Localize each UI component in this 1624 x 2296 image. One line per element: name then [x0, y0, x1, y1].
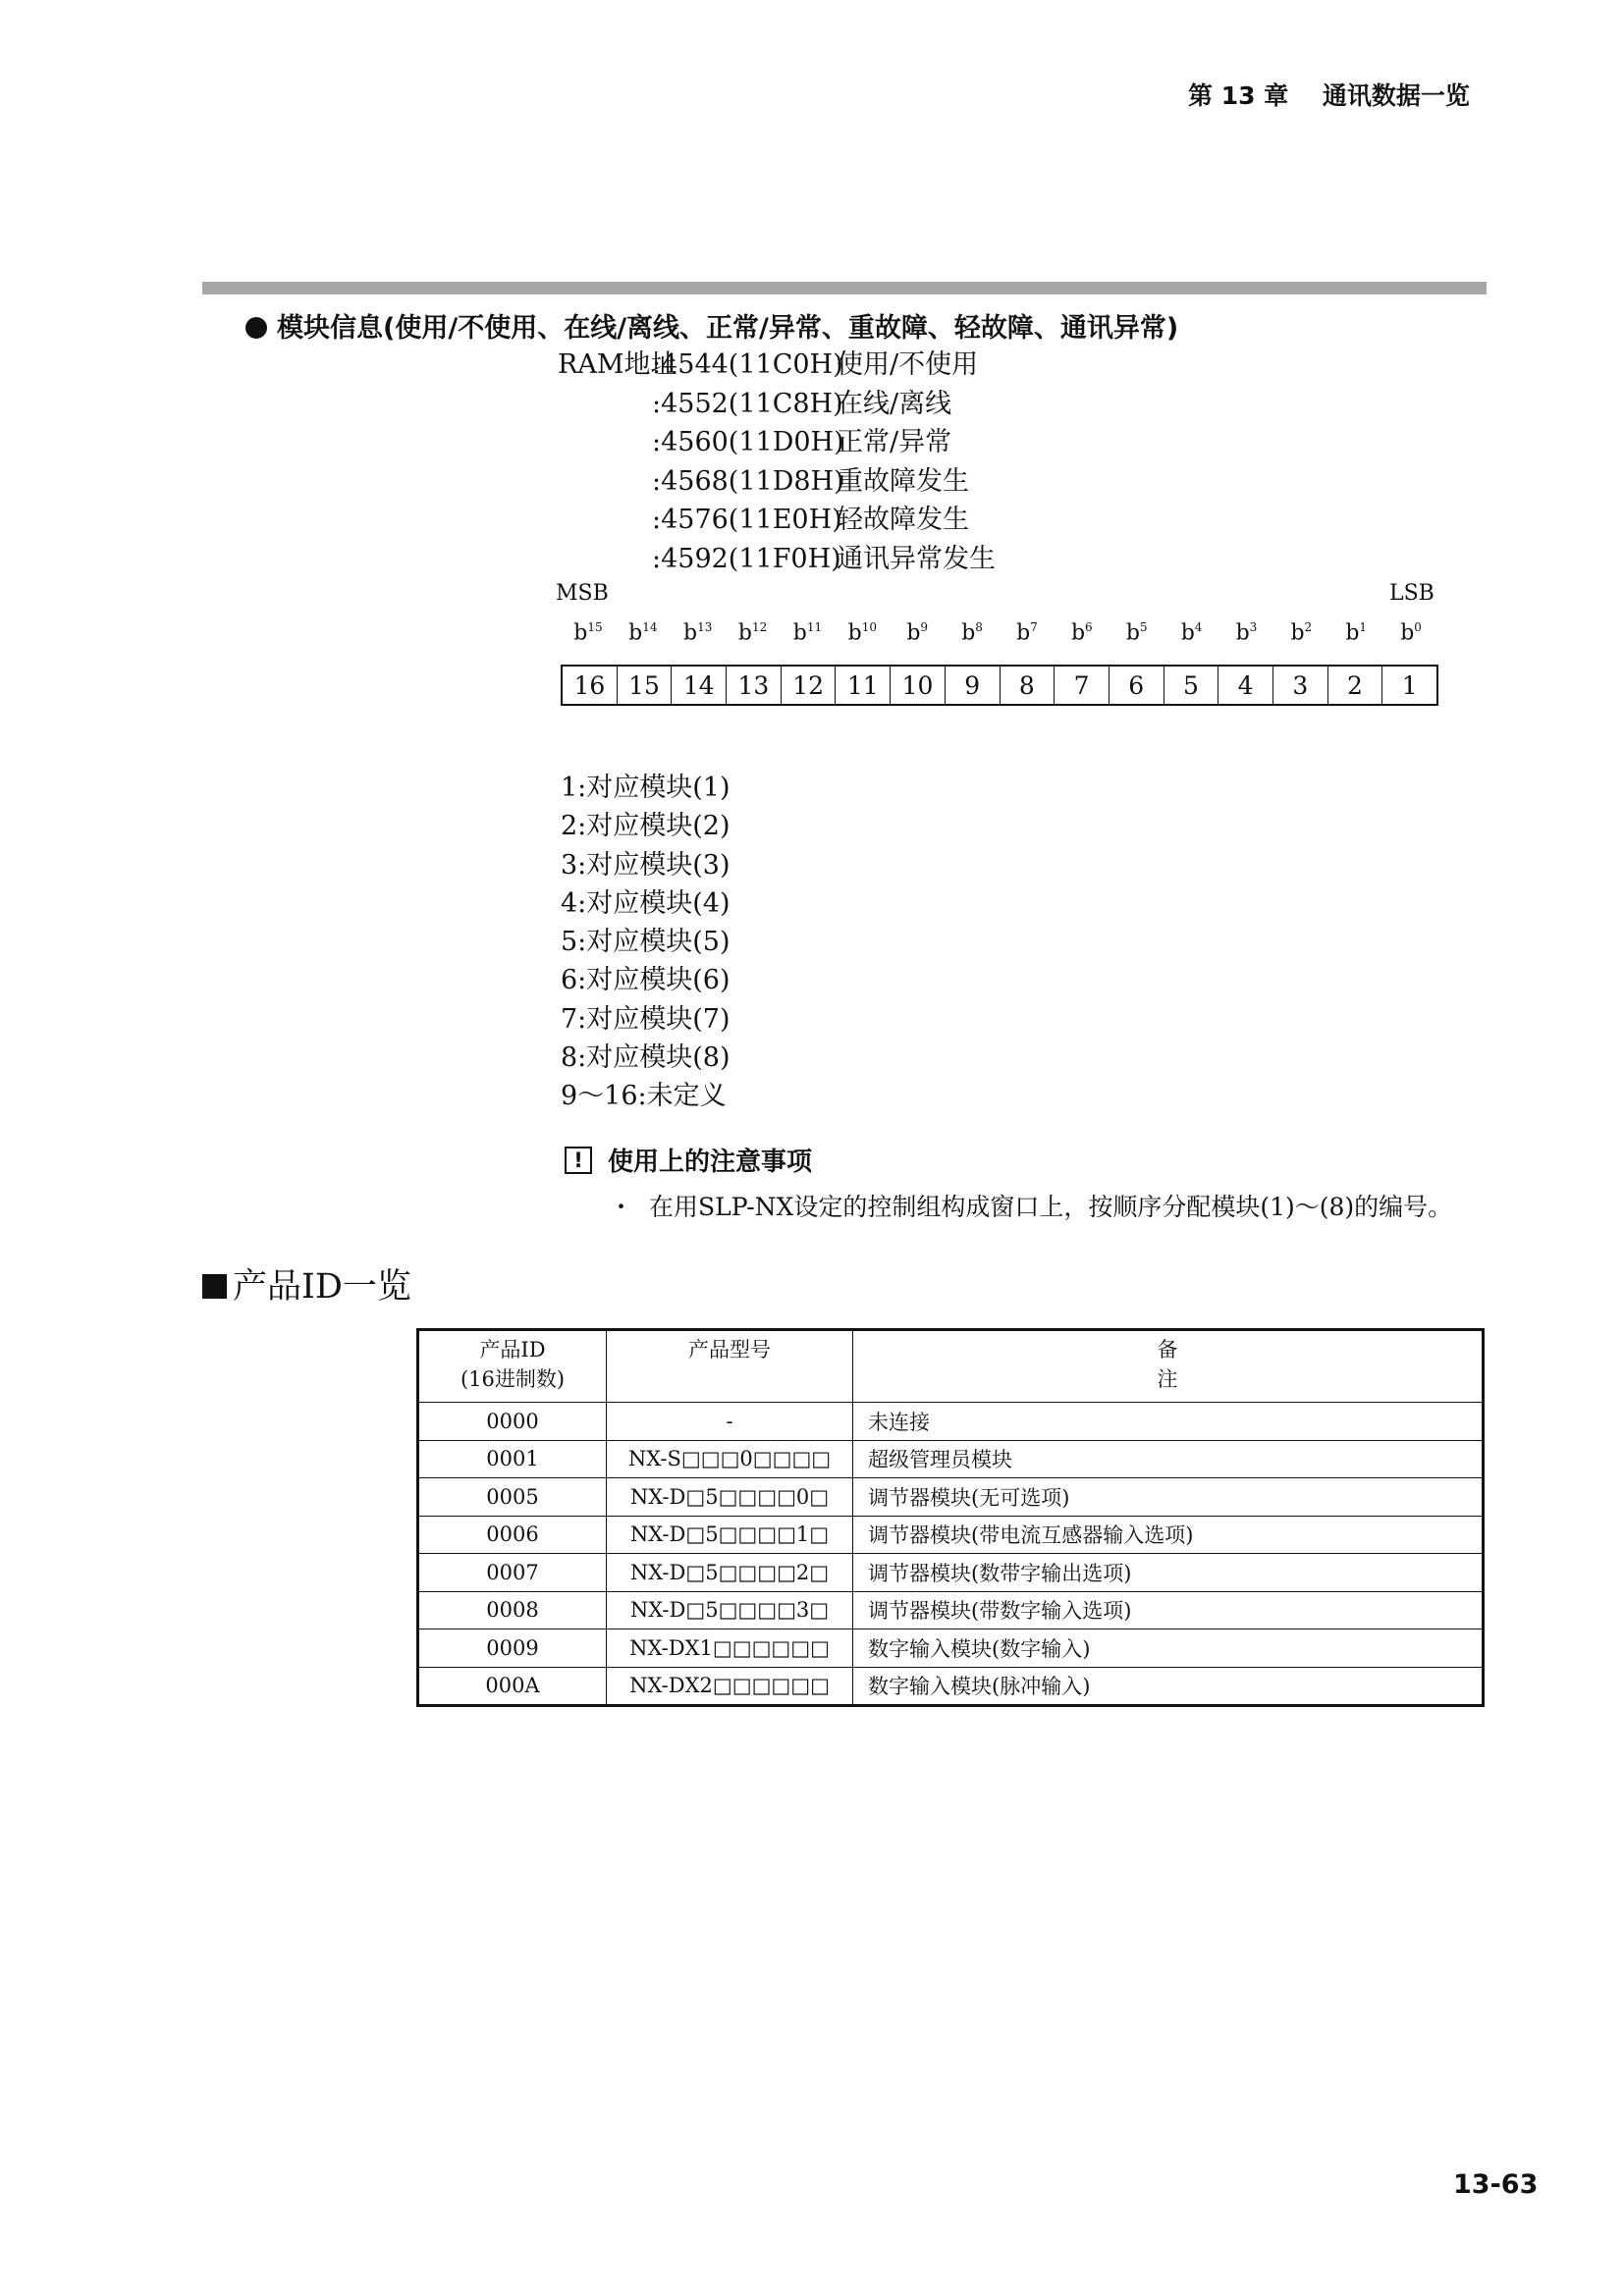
list-item: 2:对应模块(2): [561, 811, 731, 842]
bit-cell: 13: [727, 667, 782, 704]
product-remark-cell: 数字输入模块(脉冲输入): [853, 1667, 1484, 1706]
product-id-cell: 0006: [418, 1516, 607, 1554]
table-row: [418, 1667, 1484, 1706]
list-item: 6:对应模块(6): [561, 965, 731, 996]
bit-letter: b: [1070, 620, 1086, 646]
note-item: [609, 1188, 1452, 1223]
ram-address-list: [558, 346, 996, 578]
bit-letter: b: [1400, 620, 1415, 646]
ram-row: [558, 385, 996, 424]
bit-index: 8: [975, 620, 983, 634]
bit-label: [890, 620, 945, 645]
bit-index: 5: [1139, 620, 1148, 634]
list-item: 3:对应模块(3): [561, 849, 731, 881]
module-list: [561, 769, 731, 1116]
ram-description: 轻故障发生: [837, 505, 969, 535]
ram-prefix: RAM地址: [558, 349, 677, 380]
lsb-label: LSB: [1389, 581, 1435, 606]
bit-letter: b: [683, 620, 698, 646]
header-model-text: 产品型号: [688, 1338, 771, 1362]
bit-letter: b: [573, 620, 588, 646]
bit-index: 14: [642, 620, 658, 634]
bit-cell: 11: [836, 667, 891, 704]
product-model-cell: NX-D□5□□□□3□: [607, 1591, 853, 1629]
header-product-id-line2: (16进制数): [460, 1367, 566, 1391]
bit-cell: 15: [618, 667, 673, 704]
ram-prefix: [558, 423, 652, 462]
table-row: [418, 1554, 1484, 1592]
bit-index: 0: [1414, 620, 1422, 634]
ram-row: [558, 423, 996, 462]
product-id-heading: [202, 1259, 411, 1308]
product-id-cell: 0000: [418, 1403, 607, 1441]
bit-label: [1110, 620, 1164, 645]
bit-label: [781, 620, 836, 645]
product-id-cell: 0007: [418, 1554, 607, 1592]
header-model: [607, 1330, 853, 1403]
bit-index: 1: [1359, 620, 1368, 634]
header-remark-line2: 注: [1157, 1367, 1178, 1391]
product-id-cell: 0009: [418, 1629, 607, 1668]
bit-index: 4: [1194, 620, 1203, 634]
product-remark-cell: 调节器模块(带电流互感器输入选项): [853, 1516, 1484, 1554]
product-model-cell: -: [607, 1403, 853, 1441]
bit-cell: 16: [563, 667, 618, 704]
bit-cell: 2: [1328, 667, 1383, 704]
square-bullet-icon: [202, 1274, 227, 1299]
product-model-cell: NX-S□□□0□□□□: [607, 1440, 853, 1478]
ram-description: 在线/离线: [837, 388, 952, 419]
chapter-label: 第 13 章: [1188, 81, 1289, 110]
bit-index: 12: [751, 620, 768, 634]
product-id-cell: 000A: [418, 1667, 607, 1706]
product-id-table: [416, 1328, 1485, 1707]
product-model-cell: NX-D□5□□□□0□: [607, 1478, 853, 1517]
ram-row: [558, 501, 996, 540]
ram-address: :4568(11D8H): [652, 465, 844, 497]
product-remark-cell: 调节器模块(数带字输出选项): [853, 1554, 1484, 1592]
page-header: [1188, 77, 1470, 112]
section-divider: [202, 282, 1487, 294]
bit-cell: 7: [1055, 667, 1110, 704]
table-row: [418, 1403, 1484, 1441]
bit-index: 13: [697, 620, 713, 634]
header-product-id: [418, 1330, 607, 1403]
ram-prefix: [558, 462, 652, 502]
bit-index: 9: [920, 620, 929, 634]
note-text: 在用SLP-NX设定的控制组构成窗口上，按顺序分配模块(1)～(8)的编号。: [649, 1193, 1453, 1221]
product-model-cell: NX-D□5□□□□1□: [607, 1516, 853, 1554]
bit-cell: 3: [1273, 667, 1328, 704]
bit-label: [671, 620, 726, 645]
bit-label: [561, 620, 616, 645]
bit-diagram: [561, 665, 1438, 706]
bit-index: 6: [1085, 620, 1093, 634]
msb-label: MSB: [556, 581, 609, 606]
bit-cell: 5: [1164, 667, 1219, 704]
table-row: [418, 1629, 1484, 1668]
ram-prefix: [558, 501, 652, 540]
list-item: 9～16:未定义: [561, 1081, 727, 1112]
ram-prefix: [558, 385, 652, 424]
bit-index: 15: [587, 620, 603, 634]
bit-cell: 14: [672, 667, 727, 704]
list-item: 4:对应模块(4): [561, 887, 731, 919]
table-row: [418, 1591, 1484, 1629]
list-item: 5:对应模块(5): [561, 927, 731, 958]
product-id-cell: 0001: [418, 1440, 607, 1478]
product-remark-cell: 调节器模块(无可选项): [853, 1478, 1484, 1517]
bit-cell: 12: [782, 667, 837, 704]
ram-address: :4592(11F0H): [652, 543, 841, 574]
bit-letter: b: [737, 620, 752, 646]
bit-letter: b: [847, 620, 862, 646]
table-header-row: [418, 1330, 1484, 1403]
header-product-id-line1: 产品ID: [479, 1338, 546, 1362]
bit-label: [1219, 620, 1274, 645]
header-remark-line1: 备: [1157, 1338, 1178, 1362]
bit-letter: b: [1235, 620, 1250, 646]
table-row: [418, 1516, 1484, 1554]
product-remark-cell: 未连接: [853, 1403, 1484, 1441]
bit-letter: b: [792, 620, 807, 646]
bit-label: [1383, 620, 1438, 645]
bit-letter: b: [628, 620, 643, 646]
ram-row: [558, 540, 996, 579]
bit-cell: 4: [1218, 667, 1273, 704]
ram-description: 正常/异常: [837, 427, 952, 457]
bit-index: 10: [861, 620, 877, 634]
ram-description: 通讯异常发生: [837, 543, 996, 574]
ram-address: :4552(11C8H): [652, 388, 843, 419]
product-id-title: 产品ID一览: [233, 1267, 411, 1307]
bit-label: [945, 620, 1000, 645]
bullet-icon: [245, 317, 267, 339]
product-remark-cell: 调节器模块(带数字输入选项): [853, 1591, 1484, 1629]
bit-label: [1164, 620, 1219, 645]
product-remark-cell: 超级管理员模块: [853, 1440, 1484, 1478]
bit-letter: b: [1016, 620, 1031, 646]
bit-index: 7: [1030, 620, 1038, 634]
bit-cell: 1: [1401, 670, 1418, 700]
bit-letter: b: [961, 620, 976, 646]
bit-letter: b: [1180, 620, 1195, 646]
bit-letter: b: [1125, 620, 1140, 646]
bit-label: [1328, 620, 1383, 645]
ram-description: 重故障发生: [837, 465, 969, 497]
ram-address: :4544(11C0H): [652, 349, 843, 380]
list-item: 8:对应模块(8): [561, 1042, 731, 1074]
table-row: [418, 1478, 1484, 1517]
note-title: 使用上的注意事项: [608, 1148, 813, 1177]
bit-letter: b: [1290, 620, 1305, 646]
product-id-cell: 0005: [418, 1478, 607, 1517]
product-id-cell: 0008: [418, 1591, 607, 1629]
product-model-cell: NX-DX1□□□□□□: [607, 1629, 853, 1668]
ram-address: :4576(11E0H): [652, 505, 842, 535]
bit-cell: 6: [1110, 667, 1164, 704]
product-model-cell: NX-DX2□□□□□□: [607, 1667, 853, 1706]
product-remark-cell: 数字输入模块(数字输入): [853, 1629, 1484, 1668]
bit-label: [726, 620, 781, 645]
ram-prefix: [558, 540, 652, 579]
section-title-text: 模块信息(使用/不使用、在线/离线、正常/异常、重故障、轻故障、通讯异常): [277, 313, 1179, 344]
bit-label: [1000, 620, 1055, 645]
ram-address: :4560(11D0H): [652, 427, 844, 457]
bit-label: [1055, 620, 1110, 645]
bit-letter: b: [1345, 620, 1360, 646]
note-heading: [565, 1142, 812, 1178]
caution-icon: !: [565, 1147, 592, 1174]
bit-labels: [561, 620, 1438, 645]
ram-row: [558, 346, 996, 385]
bit-cell: 9: [946, 667, 1001, 704]
bit-cell: 10: [891, 667, 946, 704]
ram-row: [558, 462, 996, 502]
bit-label: [1273, 620, 1328, 645]
table-row: [418, 1440, 1484, 1478]
page-number: 13-63: [1453, 2169, 1539, 2200]
section-title: [245, 306, 1178, 345]
bit-index: 3: [1249, 620, 1258, 634]
bit-index: 11: [806, 620, 823, 634]
product-model-cell: NX-D□5□□□□2□: [607, 1554, 853, 1592]
chapter-title: 通讯数据一览: [1322, 81, 1470, 110]
note-bullet: ・: [609, 1193, 634, 1221]
bit-label: [616, 620, 671, 645]
bit-cell: 8: [1001, 667, 1056, 704]
bit-index: 2: [1304, 620, 1313, 634]
list-item: 7:对应模块(7): [561, 1003, 731, 1035]
list-item: 1:对应模块(1): [561, 773, 731, 803]
bit-letter: b: [906, 620, 921, 646]
ram-description: 使用/不使用: [837, 349, 979, 380]
bit-label: [835, 620, 890, 645]
header-remark: [853, 1330, 1484, 1403]
